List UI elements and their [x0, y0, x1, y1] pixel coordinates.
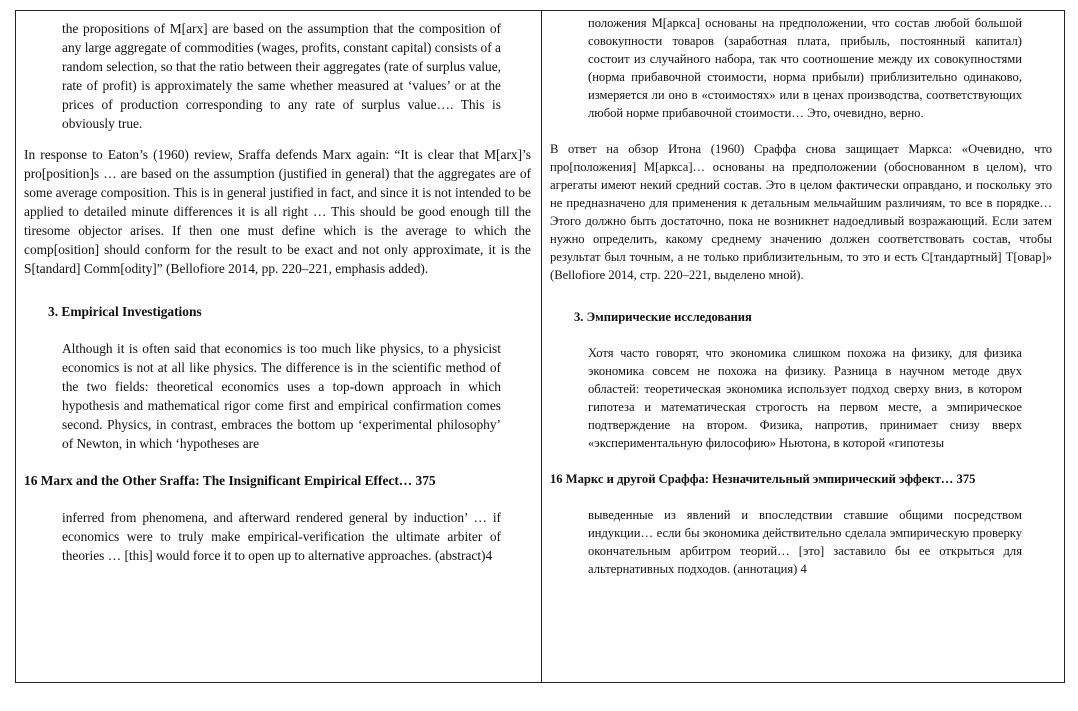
- running-head-ru: 16 Маркс и другой Сраффа: Незначительный эмпирический эффект… 375: [550, 472, 976, 486]
- section-heading: 3. Empirical Investigations: [48, 304, 202, 319]
- quote-induction: inferred from phenomena, and afterward rendered general by induction’ … if economics were to truly make empirical-verification the ultimate arbiter of theories … [this] would force it to open up to alternative approaches. (abstract)4: [62, 510, 501, 563]
- translation-table: [15, 10, 1065, 683]
- running-head: 16 Marx and the Other Sraffa: The Insignificant Empirical Effect… 375: [24, 473, 436, 488]
- quote-propositions-ru: положения М[аркса] основаны на предположении, что состав любой большой совокупности товаров (заработная плата, прибыль, постоянный капитал) состоит из случайного набора, так что соотношение между их совокупностями (норма прибавочной стоимости, норма прибыли) приблизительно одинаково, измеряется ли оно в «стоимостях» или в ценах производства, соответствующих любой норме прибавочной стоимости… Это, очевидно, верно.: [588, 16, 1022, 120]
- section-heading-ru: 3. Эмпирические исследования: [574, 310, 752, 324]
- english-column: [16, 11, 541, 682]
- quote-induction-ru: выведенные из явлений и впоследствии ставшие общими посредством индукции… если бы экономика действительно сделала эмпирическую проверку окончательным арбитром теорий… [это] заставило бы ее открыться для альтернативных подходов. (аннотация) 4: [588, 508, 1022, 576]
- russian-column: [542, 11, 1064, 682]
- quote-economics-physics: Although it is often said that economics is too much like physics, to a physicist economics is not at all like physics. The difference is in the scientific method of the two fields: theoretical economics uses a top-down approach in which hypothesis and mathematical rigor come first and empirical confirmation comes second. Physics, in contrast, embraces the bottom up ‘experimental philosophy’ of Newton, in which ‘hypotheses are: [62, 341, 501, 451]
- paragraph-eaton-response-ru: В ответ на обзор Итона (1960) Сраффа снова защищает Маркса: «Очевидно, что про[положения] М[аркса]… основаны на предположении (обоснованном в целом), что агрегаты имеют некий средний состав. Это в целом фактически оправдано, и поскольку это не предназначено для применения к детальным мельчайшим различиям, то все в порядке… Этого должно быть достаточно, пока не возникнет надоедливый возражающий. Если затем нужно определить, какому среднему значению должен соответствовать состав, чтобы результат был точным, а не только приблизительным, то это и есть С[тандартный] Т[овар]» (Bellofiore 2014, стр. 220–221, выделено мной).: [550, 142, 1052, 282]
- paragraph-eaton-response: In response to Eaton’s (1960) review, Sraffa defends Marx again: “It is clear that M[arx]’s pro[position]s … are based on the assumption (justified in general) that the aggregates are of some average composition. This is in general justified in fact, and since it is not intended to be applied to detailed minute differences it is all right … This should be good enough till the tiresome objector arises. If then one must define which is the average to which the comp[osition] should conform for the result to be exact and not only approximate, it is the S[tandard] Comm[odity]” (Bellofiore 2014, pp. 220–221, emphasis added).: [24, 147, 531, 276]
- quote-economics-physics-ru: Хотя часто говорят, что экономика слишком похожа на физику, для физика экономика совсем не похожа на физику. Разница в научном методе двух областей: теоретическая экономика использует подход сверху вниз, в котором гипотеза и математическая строгость на первом месте, а эмпирическое подтверждение на втором. Физика, напротив, принимает снизу вверх «экспериментальную философию» Ньютона, в которой «гипотезы: [588, 346, 1022, 450]
- quote-propositions: the propositions of M[arx] are based on the assumption that the composition of any large aggregate of commodities (wages, profits, constant capital) consists of a random selection, so that the ratio between their aggregates (rate of surplus value, rate of profit) is approximately the same whether measured at ‘values’ or at the prices of production corresponding to any rate of surplus value…. This is obviously true.: [62, 21, 501, 131]
